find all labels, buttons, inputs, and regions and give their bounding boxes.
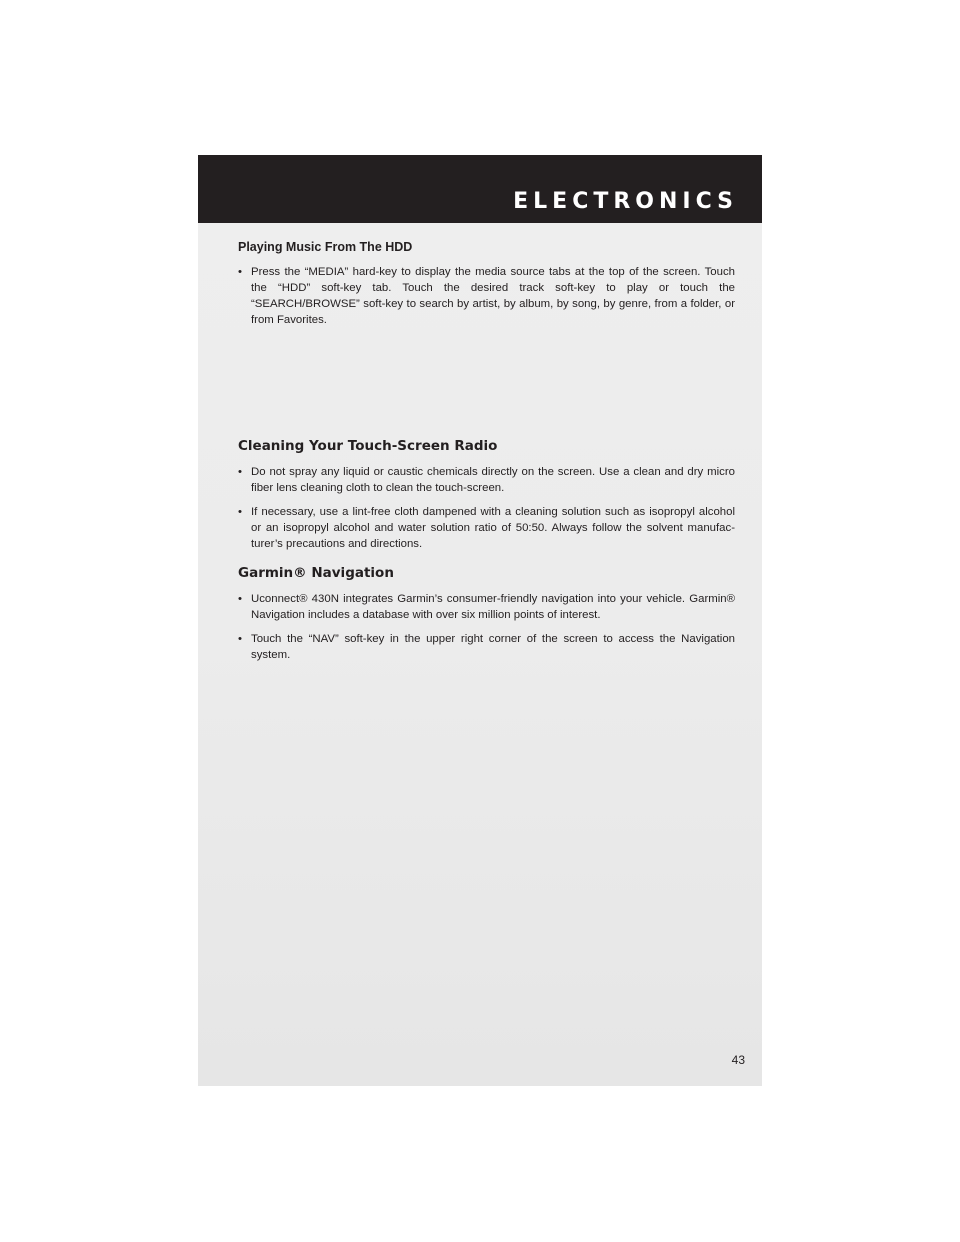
list-item-text: Press the “MEDIA” hard-key to display the media source tabs at the top of the screen. Touch the “HDD” soft-key tab. Touch the desired track soft-key to play or touch the “SEARCH/BROWSE” soft-key to search by artist, by album, by song, by genre, from a folder, or from Favorites. (251, 266, 735, 326)
garmin-bullet-list (238, 591, 735, 663)
cleaning-bullet-list (238, 464, 735, 552)
manual-page (198, 155, 762, 1086)
header-bar (198, 155, 762, 223)
bullet-icon: • (238, 466, 242, 478)
list-item-text: Do not spray any liquid or caustic chemicals directly on the screen. Use a clean and dry micro fiber lens cleaning cloth to clean the touch-screen. (251, 466, 735, 494)
list-item-text: Touch the “NAV” soft-key in the upper right corner of the screen to access the Navigation system. (251, 633, 735, 661)
hdd-bullet-list (238, 264, 735, 328)
bullet-icon: • (238, 633, 242, 645)
bullet-icon: • (238, 266, 242, 278)
page-content (238, 239, 735, 671)
hdd-heading: Playing Music From The HDD (238, 240, 413, 254)
garmin-heading: Garmin® Navigation (238, 565, 394, 581)
bullet-icon: • (238, 593, 242, 605)
image-placeholder-gap (238, 336, 735, 437)
list-item (238, 504, 735, 552)
list-item (238, 464, 735, 496)
page-number: 43 (731, 1053, 745, 1067)
section-title: ELECTRONICS (513, 189, 738, 214)
cleaning-heading: Cleaning Your Touch-Screen Radio (238, 438, 498, 454)
list-item-text: Uconnect® 430N integrates Garmin’s consumer-friendly navigation into your vehicle. Garmin® Navigation includes a database with over six million points of interest. (251, 593, 735, 621)
list-item (238, 591, 735, 623)
list-item (238, 631, 735, 663)
bullet-icon: • (238, 506, 242, 518)
list-item-text: If necessary, use a lint-free cloth dampened with a cleaning solution such as isopropyl alcohol or an isopropyl alcohol and water solution ratio of 50:50. Always follow the solvent manufac-turer’s precautions and directions. (251, 506, 735, 550)
list-item (238, 264, 735, 328)
